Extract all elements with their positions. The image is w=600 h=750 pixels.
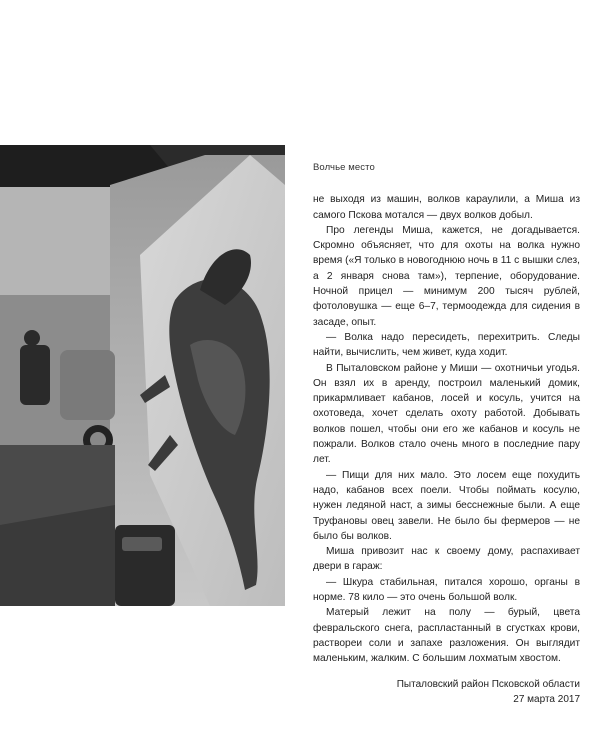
running-head: Волчье место (313, 162, 375, 173)
signoff-date: 27 марта 2017 (513, 693, 580, 705)
paragraph: — Пищи для них мало. Это лосем еще похудить надо, кабанов всех поели. Чтобы поймать косулю, нужен ледяной наст, а зимы бесснежные были. А еще Труфановы овец завели. Не было бы фермеров — не было бы волков. (313, 469, 580, 542)
paragraph: — Волка надо пересидеть, перехитрить. Следы найти, вычислить, чем живет, куда ходит. (313, 331, 580, 359)
paragraph: — Шкура стабильная, питался хорошо, органы в норме. 78 кило — это очень большой волк. (313, 576, 580, 604)
paragraph: Про легенды Миша, кажется, не догадывается. Скромно объясняет, что для охоты на волка нужно время («Я только в новогоднюю ночь в 11 с вышки слез, а 2 января снова там»), терпение, оборудование. Ночной прицел — минимум 200 тысяч рублей, фотоловушка — еще 6–7, термоодежда для сидения в засаде, опыт. (313, 224, 580, 328)
dead-wolf-in-garage-photo (0, 145, 285, 606)
paragraph: Матерый лежит на полу — бурый, цвета февральского снега, распластанный в сгустках крови, раствореи соли и запахе разложения. Он выглядит маленьким, жалким. С большим лохматым хвостом. (313, 607, 580, 665)
signoff (313, 677, 580, 707)
paragraph: не выходя из машин, волков караулили, а Миша из самого Пскова мотался — двух волков добыл. (313, 194, 580, 221)
paragraph: Миша привозит нас к своему дому, распахивает двери в гараж: (313, 546, 580, 573)
text-column (313, 160, 580, 707)
paragraph: В Пыталовском районе у Миши — охотничьи угодья. Он взял их в аренду, построил маленький домик, прикармливает кабанов, лосей и косуль, учится на охотоведа, хочет сделать охоту работой. Добывать волков пошел, чтобы они его же кабанов и косуль не пожрали. Волков стало очень много в последние пару лет. (313, 362, 580, 466)
signoff-location: Пыталовский район Псковской области (396, 678, 580, 690)
